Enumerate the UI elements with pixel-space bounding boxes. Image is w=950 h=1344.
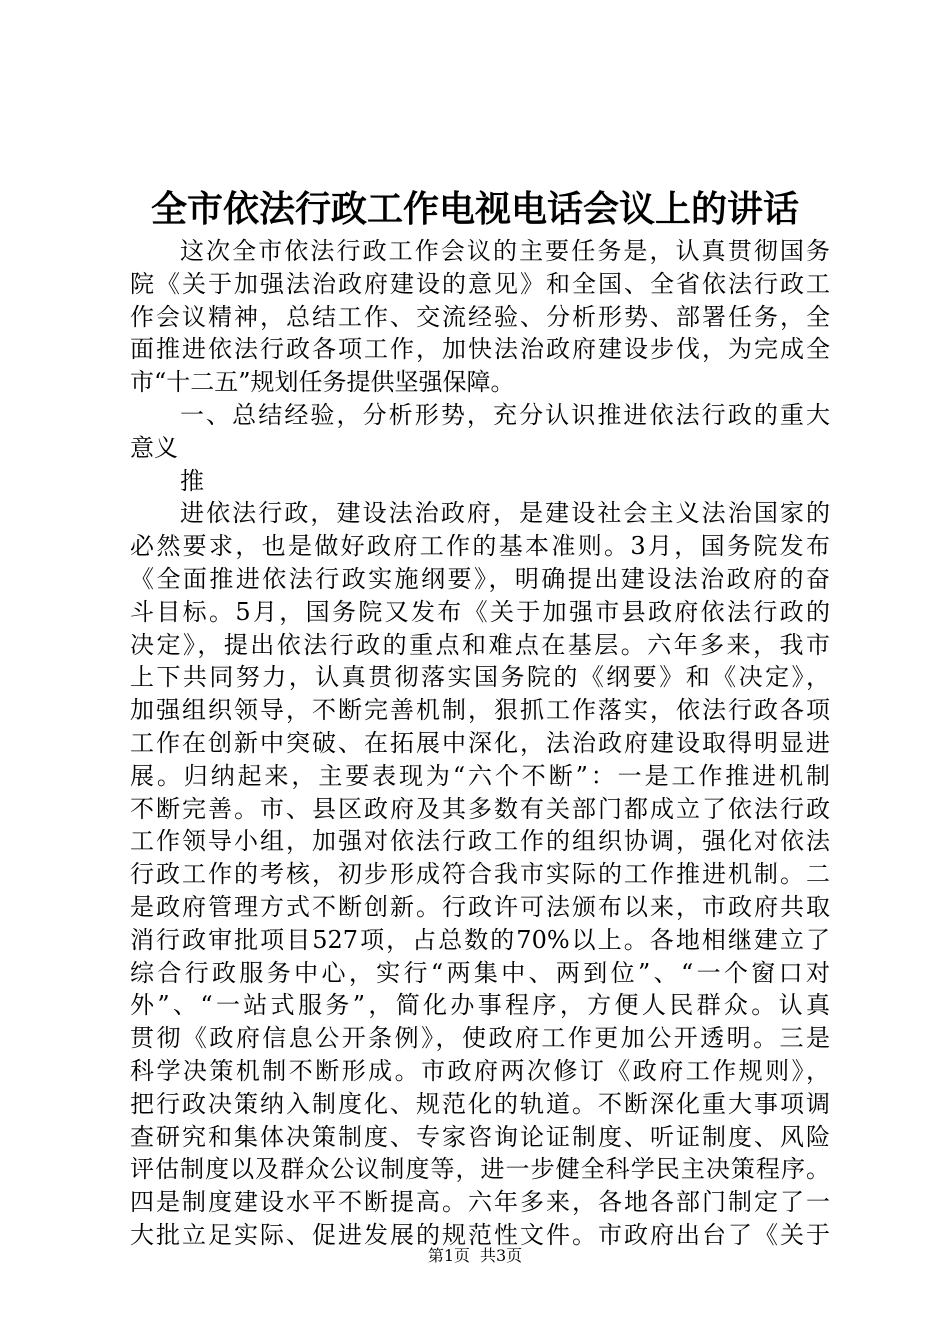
page-number: 第1页 xyxy=(427,1246,470,1265)
text-line: 行政工作的考核，初步形成符合我市实际的工作推进机制。二 xyxy=(130,860,830,889)
text-line: 斗目标。5月，国务院又发布《关于加强市县政府依法行政的 xyxy=(130,597,830,626)
page-total: 共3页 xyxy=(480,1246,523,1265)
text-line: 作会议精神，总结工作、交流经验、分析形势、部署任务，全 xyxy=(130,302,830,331)
text-line: 推 xyxy=(180,466,204,495)
text-line: 市“十二五”规划任务提供坚强保障。 xyxy=(130,368,515,397)
page-footer xyxy=(0,1244,950,1268)
text-line: 消行政审批项目527项，占总数的70%以上。各地相继建立了 xyxy=(130,925,830,954)
text-line: 把行政决策纳入制度化、规范化的轨道。不断深化重大事项调 xyxy=(130,1089,830,1118)
text-line: 综合行政服务中心，实行“两集中、两到位”、“一个窗口对 xyxy=(130,958,830,987)
text-line: 不断完善。市、县区政府及其多数有关部门都成立了依法行政 xyxy=(130,794,830,823)
text-line: 一、总结经验，分析形势，充分认识推进依法行政的重大 xyxy=(180,400,830,429)
text-line: 展。归纳起来，主要表现为“六个不断”：一是工作推进机制 xyxy=(130,761,830,790)
text-line: 工作在创新中突破、在拓展中深化，法治政府建设取得明显进 xyxy=(130,728,830,757)
document-title: 全市依法行政工作电视电话会议上的讲话 xyxy=(150,188,799,230)
text-line: 必然要求，也是做好政府工作的基本准则。3月，国务院发布 xyxy=(130,532,830,561)
paragraph xyxy=(130,497,830,1251)
text-line: 这次全市依法行政工作会议的主要任务是，认真贯彻国务 xyxy=(180,237,830,265)
text-line: 外”、“一站式服务”，简化办事程序，方便人民群众。认真 xyxy=(130,991,830,1020)
text-line: 大批立足实际、促进发展的规范性文件。市政府出台了《关于 xyxy=(130,1220,830,1249)
text-line: 面推进依法行政各项工作，加快法治政府建设步伐，为完成全 xyxy=(130,335,830,364)
text-line: 进依法行政，建设法治政府，是建设社会主义法治国家的 xyxy=(180,499,830,528)
text-line: 四是制度建设水平不断提高。六年多来，各地各部门制定了一 xyxy=(130,1188,830,1217)
text-line: 院《关于加强法治政府建设的意见》和全国、全省依法行政工 xyxy=(130,269,830,298)
text-line: 《全面推进依法行政实施纲要》，明确提出建设法治政府的奋 xyxy=(130,564,830,593)
text-line: 评估制度以及群众公议制度等，进一步健全科学民主决策程序。 xyxy=(130,1155,830,1184)
text-line: 是政府管理方式不断创新。行政许可法颁布以来，市政府共取 xyxy=(130,892,830,921)
text-line: 上下共同努力，认真贯彻落实国务院的《纲要》和《决定》， xyxy=(130,663,830,692)
text-line: 科学决策机制不断形成。市政府两次修订《政府工作规则》， xyxy=(130,1056,830,1085)
text-line: 工作领导小组，加强对依法行政工作的组织协调，强化对依法 xyxy=(130,827,830,856)
section-heading xyxy=(130,399,830,465)
text-line: 贯彻《政府信息公开条例》，使政府工作更加公开透明。三是 xyxy=(130,1024,830,1053)
text-line: 查研究和集体决策制度、专家咨询论证制度、听证制度、风险 xyxy=(130,1122,830,1151)
paragraph xyxy=(130,235,830,399)
document-body xyxy=(130,235,830,1252)
paragraph xyxy=(130,465,830,498)
text-line: 加强组织领导，不断完善机制，狠抓工作落实，依法行政各项 xyxy=(130,696,830,725)
text-line: 决定》，提出依法行政的重点和难点在基层。六年多来，我市 xyxy=(130,630,830,659)
text-line: 意义 xyxy=(130,433,178,462)
